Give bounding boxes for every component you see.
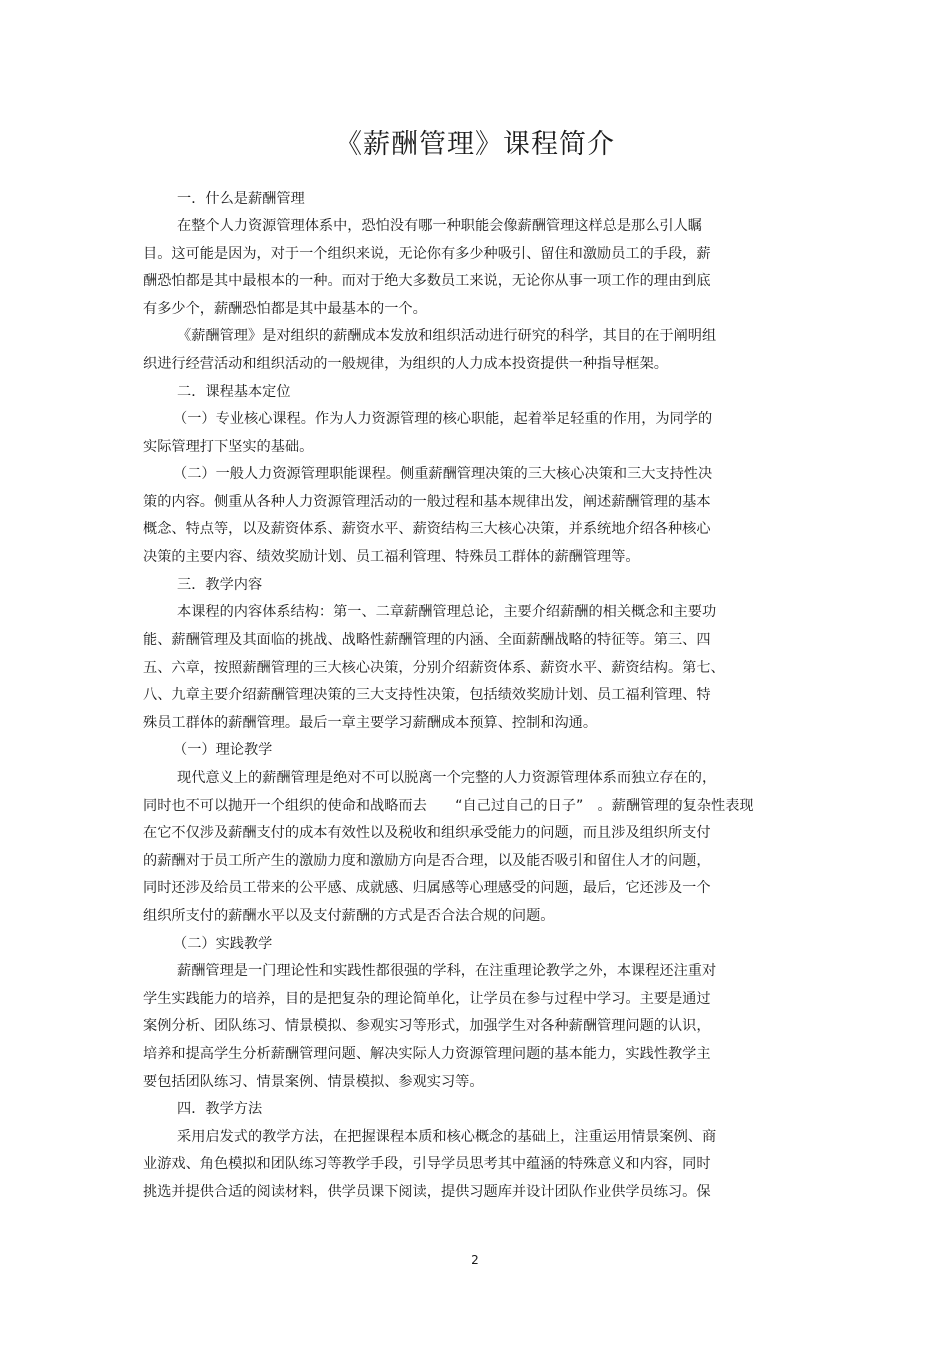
paragraph-line: 八、九章主要介绍薪酬管理决策的三大支持性决策，包括绩效奖励计划、员工福利管理、特 bbox=[143, 687, 711, 703]
paragraph-line: 能、薪酬管理及其面临的挑战、战略性薪酬管理的内涵、全面薪酬战略的特征等。第三、四 bbox=[143, 632, 711, 648]
paragraph-line: 实际管理打下坚实的基础。 bbox=[143, 439, 314, 455]
paragraph-line: 在它不仅涉及薪酬支付的成本有效性以及税收和组织承受能力的问题，而且涉及组织所支付 bbox=[143, 825, 711, 841]
paragraph-line: 《薪酬管理》是对组织的薪酬成本发放和组织活动进行研究的科学，其目的在于阐明组 bbox=[177, 328, 717, 344]
paragraph-line: 采用启发式的教学方法，在把握课程本质和核心概念的基础上，注重运用情景案例、商 bbox=[177, 1129, 717, 1145]
subsection-heading: （一）理论教学 bbox=[173, 742, 273, 758]
paragraph-line: 业游戏、角色模拟和团队练习等教学手段，引导学员思考其中蕴涵的特殊意义和内容，同时 bbox=[143, 1156, 711, 1172]
paragraph-line: 策的内容。侧重从各种人力资源管理活动的一般过程和基本规律出发，阐述薪酬管理的基本 bbox=[143, 494, 711, 510]
document-title: 《薪酬管理》课程简介 bbox=[335, 129, 615, 160]
paragraph-line: 培养和提高学生分析薪酬管理问题、解决实际人力资源管理问题的基本能力，实践性教学主 bbox=[143, 1046, 711, 1062]
paragraph-line: 概念、特点等，以及薪资体系、薪资水平、薪资结构三大核心决策，并系统地介绍各种核心 bbox=[143, 521, 711, 537]
paragraph-line: 殊员工群体的薪酬管理。最后一章主要学习薪酬成本预算、控制和沟通。 bbox=[143, 715, 598, 731]
paragraph-line: 目。这可能是因为，对于一个组织来说，无论你有多少种吸引、留住和激励员工的手段，薪 bbox=[143, 246, 711, 262]
paragraph-line: 组织所支付的薪酬水平以及支付薪酬的方式是否合法合规的问题。 bbox=[143, 908, 555, 924]
paragraph-line: 现代意义上的薪酬管理是绝对不可以脱离一个完整的人力资源管理体系而独立存在的， bbox=[177, 770, 717, 786]
paragraph-line: 同时还涉及给员工带来的公平感、成就感、归属感等心理感受的问题，最后，它还涉及一个 bbox=[143, 880, 711, 896]
paragraph-line: （一）专业核心课程。作为人力资源管理的核心职能，起着举足轻重的作用，为同学的 bbox=[173, 411, 713, 427]
paragraph-line: 五、六章，按照薪酬管理的三大核心决策，分别介绍薪资体系、薪资水平、薪资结构。第七、 bbox=[143, 660, 725, 676]
paragraph-line: 酬恐怕都是其中最根本的一种。而对于绝大多数员工来说，无论你从事一项工作的理由到底 bbox=[143, 273, 711, 289]
paragraph-line: （二）一般人力资源管理职能课程。侧重薪酬管理决策的三大核心决策和三大支持性决 bbox=[173, 466, 713, 482]
paragraph-line: 案例分析、团队练习、情景模拟、参观实习等形式，加强学生对各种薪酬管理问题的认识， bbox=[143, 1018, 711, 1034]
paragraph-line: 要包括团队练习、情景案例、情景模拟、参观实习等。 bbox=[143, 1074, 484, 1090]
paragraph-line: 的薪酬对于员工所产生的激励力度和激励方向是否合理，以及能否吸引和留住人才的问题， bbox=[143, 853, 711, 869]
paragraph-line: 决策的主要内容、绩效奖励计划、员工福利管理、特殊员工群体的薪酬管理等。 bbox=[143, 549, 640, 565]
page-number: 2 bbox=[471, 1253, 479, 1267]
subsection-heading: （二）实践教学 bbox=[173, 936, 273, 952]
paragraph-line: 学生实践能力的培养，目的是把复杂的理论简单化，让学员在参与过程中学习。主要是通过 bbox=[143, 991, 711, 1007]
paragraph-line: 织进行经营活动和组织活动的一般规律，为组织的人力成本投资提供一种指导框架。 bbox=[143, 356, 668, 372]
section-heading: 二．课程基本定位 bbox=[177, 384, 291, 400]
section-heading: 一．什么是薪酬管理 bbox=[177, 191, 305, 207]
paragraph-line: 有多少个，薪酬恐怕都是其中最基本的一个。 bbox=[143, 301, 427, 317]
paragraph-line: 薪酬管理是一门理论性和实践性都很强的学科，在注重理论教学之外，本课程还注重对 bbox=[177, 963, 717, 979]
paragraph-line: 挑选并提供合适的阅读材料，供学员课下阅读，提供习题库并设计团队作业供学员练习。保 bbox=[143, 1184, 711, 1200]
section-heading: 四．教学方法 bbox=[177, 1101, 263, 1117]
paragraph-line: 在整个人力资源管理体系中，恐怕没有哪一种职能会像薪酬管理这样总是那么引人瞩 bbox=[177, 218, 702, 234]
paragraph-line: 本课程的内容体系结构：第一、二章薪酬管理总论，主要介绍薪酬的相关概念和主要功 bbox=[177, 604, 717, 620]
paragraph-line: 同时也不可以抛开一个组织的使命和战略而去 “自己过自己的日子” 。薪酬管理的复杂性表现 bbox=[143, 798, 754, 814]
section-heading: 三．教学内容 bbox=[177, 577, 263, 593]
